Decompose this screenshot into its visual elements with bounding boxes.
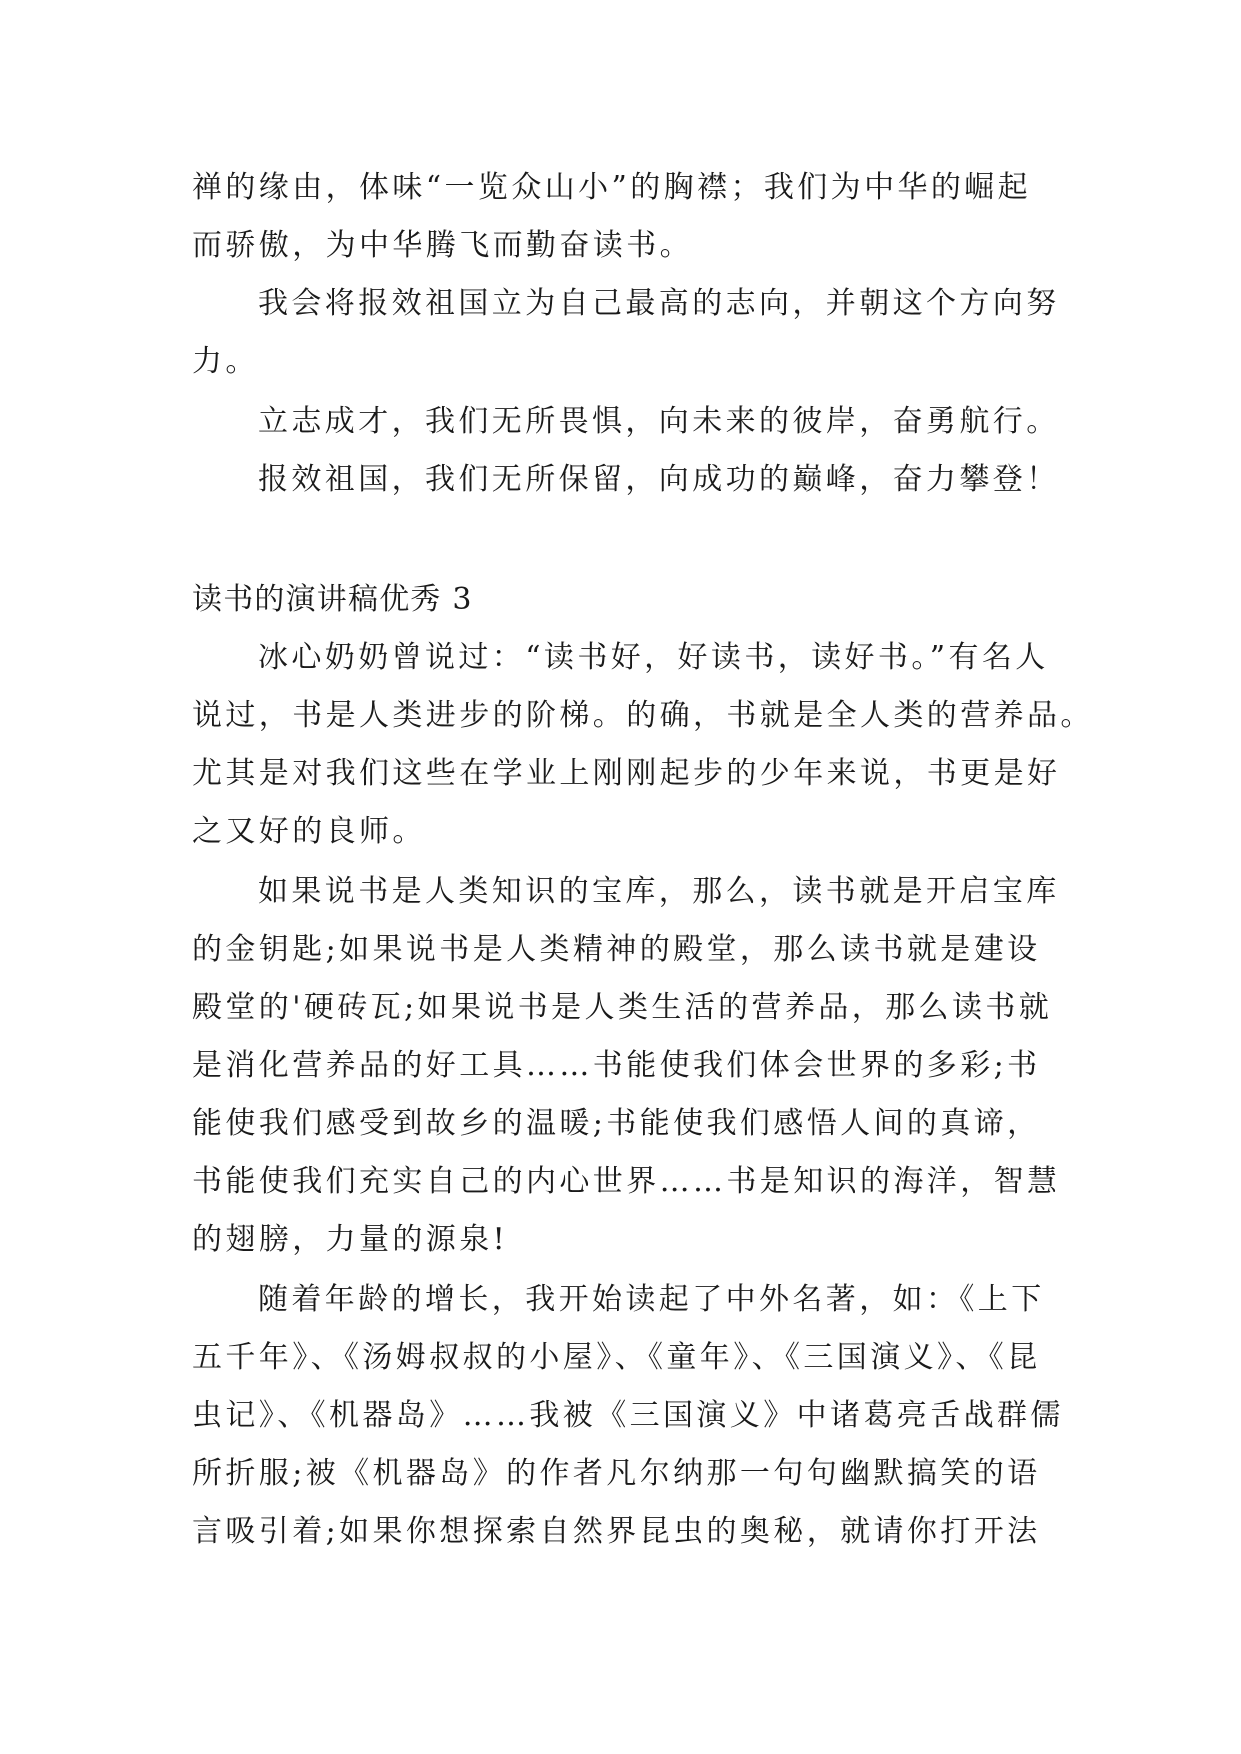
text-line: 如果说书是人类知识的宝库，那么，读书就是开启宝库 xyxy=(258,874,1060,909)
text-line: 虫记》、《机器岛》……我被《三国演义》中诸葛亮舌战群儒 xyxy=(192,1398,1064,1433)
text-line: 所折服;被《机器岛》的作者凡尔纳那一句句幽默搞笑的语 xyxy=(192,1456,1041,1491)
text-line: 报效祖国，我们无所保留，向成功的巅峰，奋力攀登！ xyxy=(258,462,1060,497)
text-line: 尤其是对我们这些在学业上刚刚起步的少年来说，书更是好 xyxy=(192,756,1061,791)
text-line: 禅的缘由，体味“一览众山小”的胸襟；我们为中华的崛起 xyxy=(192,170,1032,205)
text-line: 而骄傲，为中华腾飞而勤奋读书。 xyxy=(192,228,693,263)
section-heading: 读书的演讲稿优秀 3 xyxy=(192,582,473,617)
text-line: 殿堂的'硬砖瓦;如果说书是人类生活的营养品，那么读书就 xyxy=(192,990,1053,1025)
text-line: 我会将报效祖国立为自己最高的志向，并朝这个方向努 xyxy=(258,286,1060,321)
text-line: 说过，书是人类进步的阶梯。的确，书就是全人类的营养品。 xyxy=(192,698,1094,733)
text-line: 是消化营养品的好工具……书能使我们体会世界的多彩;书 xyxy=(192,1048,1041,1083)
text-line: 冰心奶奶曾说过：“读书好，好读书，读好书。”有名人 xyxy=(258,640,1049,675)
text-line: 立志成才，我们无所畏惧，向未来的彼岸，奋勇航行。 xyxy=(258,404,1060,439)
text-line: 五千年》、《汤姆叔叔的小屋》、《童年》、《三国演义》、《昆 xyxy=(192,1340,1041,1375)
text-line: 能使我们感受到故乡的温暖;书能使我们感悟人间的真谛， xyxy=(192,1106,1041,1141)
text-line: 的金钥匙;如果说书是人类精神的殿堂，那么读书就是建设 xyxy=(192,932,1041,967)
text-line: 书能使我们充实自己的内心世界……书是知识的海洋，智慧 xyxy=(192,1164,1061,1199)
text-line: 言吸引着;如果你想探索自然界昆虫的奥秘，就请你打开法 xyxy=(192,1514,1041,1549)
text-line: 随着年龄的增长，我开始读起了中外名著，如：《上下 xyxy=(258,1282,1045,1317)
text-line: 之又好的良师。 xyxy=(192,814,426,849)
text-line: 的翅膀，力量的源泉! xyxy=(192,1222,509,1257)
text-line: 力。 xyxy=(192,344,259,379)
